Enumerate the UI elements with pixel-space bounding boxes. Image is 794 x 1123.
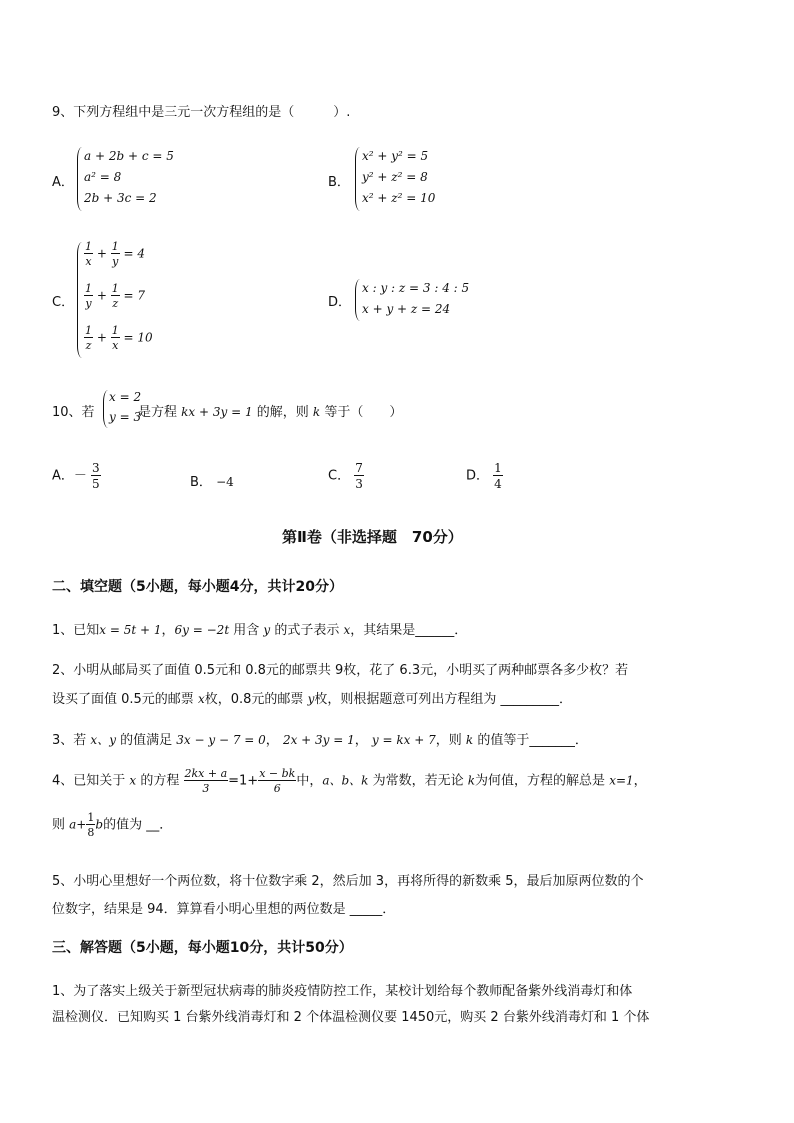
fraction-numerator: 7 (355, 461, 363, 475)
math: y = kx + 7 (371, 733, 436, 747)
math: 2x + 3y = 1 (282, 733, 355, 747)
q9-option-a-system (84, 146, 174, 209)
option-label: C． (328, 468, 351, 484)
q9-option-c-row: $\frac{1}{x}$ + $\frac{1}{y}$ = 4 (85, 240, 146, 268)
q10-option-a (52, 462, 101, 490)
fraction-denominator: 4 (494, 477, 502, 491)
text: ，则 (435, 733, 462, 748)
math: x、y (90, 733, 116, 747)
brace-icon (355, 147, 362, 211)
text: 则 (52, 817, 66, 833)
option-label: A．－ (52, 468, 87, 484)
text: 为常数，若无论 (372, 773, 464, 789)
section2-heading: 二、填空题（5小题，每小题4分，共计20分） (52, 579, 343, 595)
text: ， (633, 773, 647, 789)
q9-option-c-row: $\frac{1}{z}$ + $\frac{1}{x}$ = 10 (85, 324, 153, 352)
brace-icon (77, 242, 84, 358)
fraction-denominator: z (112, 297, 119, 310)
text: 4、已知关于 (52, 773, 126, 789)
fraction-numerator: 1 (87, 811, 95, 824)
option-label: D． (466, 468, 490, 484)
fraction-numerator: 1 (85, 282, 92, 295)
equation: x² + y² = 5 (362, 149, 429, 163)
q9-option-d-label: D． (328, 295, 352, 310)
fraction-numerator: 1 (111, 240, 119, 253)
s2-q2-line1: 2、小明从邮局买了面值 0.5元和 0.8元的邮票共 9枚，花了 6.3元，小明买了两种邮票各多少枚？若 (52, 663, 629, 678)
math: a、b、k (322, 773, 369, 788)
fraction-numerator: 3 (92, 461, 100, 475)
math: x = 5t + 1 (99, 623, 162, 637)
math: b (95, 817, 104, 832)
s2-q2-line2 (52, 688, 572, 707)
q10-mid: 是方程 (138, 405, 178, 420)
fraction-numerator: 1 (111, 282, 119, 295)
fraction-numerator: 1 (494, 461, 502, 475)
section3-heading: 三、解答题（5小题，每小题10分，共计50分） (52, 940, 353, 956)
s2-q5-line1: 5、小明心里想好一个两位数，将十位数字乘 2，然后加 3，再将所得的新数乘 5，最后加原两位数的个 (52, 874, 644, 889)
s2-q4-line2 (52, 812, 172, 838)
q10-suffix1: 的解，则 (256, 405, 309, 420)
equation: x = 2 (109, 390, 142, 404)
q10-option-b (190, 471, 234, 490)
q10-k: k (312, 405, 321, 419)
text: =1+ (228, 773, 259, 789)
text: 中， (296, 773, 323, 789)
equation: x + y + z = 24 (362, 302, 451, 316)
text: 用含 (229, 623, 260, 638)
equation-rhs: = 7 (123, 288, 146, 303)
equation: a + 2b + c = 5 (84, 149, 174, 163)
q9-option-d-system (362, 278, 469, 320)
part2-title: 第Ⅱ卷（非选择题 70分） (282, 528, 463, 546)
q10-text (138, 401, 402, 420)
fraction-denominator: 6 (273, 782, 281, 795)
q10-suffix2: 等于（ ） (324, 405, 403, 420)
text: 枚，0.8元的邮票 (204, 692, 304, 707)
math: k (467, 773, 476, 788)
fraction-denominator: 3 (355, 477, 363, 491)
q10-prefix: 10、若 (52, 405, 95, 420)
math: x (343, 623, 351, 637)
s2-q5-line2: 位数字，结果是 94．算算看小明心里想的两位数是 _____． (52, 902, 396, 917)
brace-icon (355, 279, 362, 321)
text: ，其结果是______． (350, 623, 468, 638)
option-label: B． (190, 475, 212, 490)
math: 6y = −2t (174, 623, 230, 637)
math: y (263, 623, 271, 637)
s3-q1-line2: 温检测仪．已知购买 1 台紫外线消毒灯和 2 个体温检测仪要 1450元，购买 2 台紫外线消毒灯和 1 个体 (52, 1010, 650, 1025)
q9-stem: 9、下列方程组中是三元一次方程组的是（ ）. (52, 105, 351, 120)
s2-q1 (52, 619, 467, 638)
fraction-denominator: 5 (92, 477, 100, 491)
fraction-denominator: z (85, 339, 92, 352)
math: y (307, 692, 315, 706)
fraction-denominator: x (85, 255, 92, 268)
text: 为何值，方程的解总是 (475, 773, 606, 789)
equation: x : y : z = 3 : 4 : 5 (362, 281, 470, 295)
equation: x² + z² = 10 (362, 191, 436, 205)
option-value: −4 (216, 475, 234, 489)
equation: y² + z² = 8 (362, 170, 428, 184)
equation-rhs: = 10 (123, 330, 153, 345)
q9-option-b-system (362, 146, 435, 209)
s3-q1-line1: 1、为了落实上级关于新型冠状病毒的肺炎疫情防控工作，某校计划给每个教师配备紫外线消毒灯和体 (52, 984, 633, 999)
fraction-denominator: 3 (202, 782, 210, 795)
math: 3x − y − 7 = 0 (176, 733, 266, 747)
math: k (465, 733, 474, 747)
text: 3、若 (52, 733, 87, 748)
fraction-numerator: 2kx + a (184, 767, 228, 780)
equation: a² = 8 (84, 170, 122, 184)
q10-option-c (328, 462, 364, 490)
fraction-denominator: 8 (87, 826, 95, 839)
q10-equation: kx + 3y = 1 (181, 405, 253, 419)
q10-option-d (466, 462, 503, 490)
fraction-numerator: x − bk (259, 767, 296, 780)
text: 的式子表示 (270, 623, 340, 638)
text: 设买了面值 0.5元的邮票 (52, 692, 194, 707)
fraction-denominator: x (112, 339, 119, 352)
text: 枚，则根据题意可列出方程组为 _________． (314, 692, 572, 707)
fraction-numerator: 1 (111, 324, 119, 337)
text: 1、已知 (52, 623, 100, 638)
fraction-denominator: y (85, 297, 92, 310)
brace-icon (77, 147, 84, 211)
s2-q4-line1 (52, 768, 647, 794)
fraction-numerator: 1 (85, 240, 92, 253)
text: 的方程 (140, 773, 180, 789)
text: ， (161, 623, 175, 638)
q10-system (109, 387, 141, 427)
text: 的值为 __． (103, 817, 173, 833)
fraction-numerator: 1 (85, 324, 92, 337)
equation: y = 3 (109, 410, 142, 424)
q9-option-c-label: C． (52, 295, 75, 310)
math: x (197, 692, 205, 706)
math: x=1 (609, 773, 634, 788)
equation-rhs: = 4 (123, 246, 146, 261)
text: 的值满足 (120, 733, 173, 748)
fraction-denominator: y (112, 255, 119, 268)
math: a+ (69, 817, 87, 832)
s2-q3: 3、若 x、y 的值满足 3x − y − 7 = 0， 2x + 3y = 1， y = kx + 7，则 k 的值等于_______． (52, 733, 588, 748)
q9-option-c-row: $\frac{1}{y}$ + $\frac{1}{z}$ = 7 (85, 282, 146, 310)
math: x (129, 773, 137, 788)
q9-option-a-label: A． (52, 175, 74, 190)
equation: 2b + 3c = 2 (84, 191, 157, 205)
q9-option-b-label: B． (328, 175, 350, 190)
text: 的值等于_______． (477, 733, 588, 748)
